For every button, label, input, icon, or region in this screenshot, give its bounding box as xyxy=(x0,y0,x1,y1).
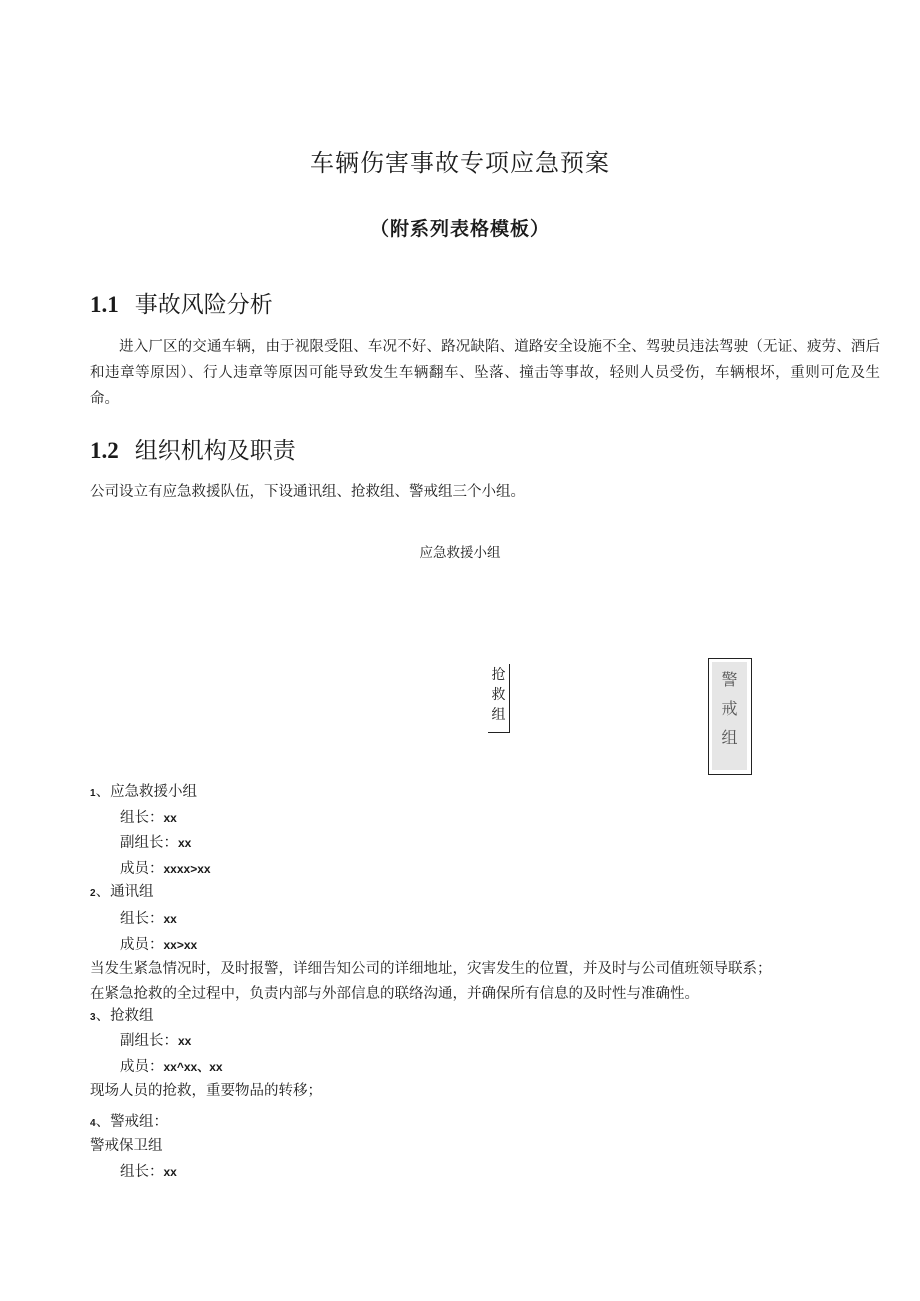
field-value: xx^xx、xx xyxy=(163,1060,223,1074)
box-char: 组 xyxy=(491,707,506,723)
field-label: 组长： xyxy=(120,810,164,826)
group-2-members xyxy=(120,933,197,954)
field-label: 副组长： xyxy=(120,835,178,851)
group-number: 2 xyxy=(90,888,96,899)
group-number: 1 xyxy=(90,788,96,799)
group-2-duty-2: 在紧急抢救的全过程中，负责内部与外部信息的联络沟通，并确保所有信息的及时性与准确性。 xyxy=(90,986,699,1002)
field-label: 成员： xyxy=(120,937,164,953)
field-value: xxxx>xx xyxy=(163,862,211,876)
group-sep: 、 xyxy=(95,884,111,900)
section-heading-1-2 xyxy=(90,432,296,465)
box-char: 警 xyxy=(721,670,738,689)
box-char: 戒 xyxy=(721,699,738,718)
section-heading-1-1 xyxy=(90,286,273,319)
risk-analysis-paragraph xyxy=(90,334,880,412)
group-1-leader xyxy=(120,806,177,827)
field-value: xx xyxy=(178,836,192,850)
field-label: 成员： xyxy=(120,1059,164,1075)
group-4-heading xyxy=(90,1110,168,1131)
paragraph-text: 进入厂区的交通车辆，由于视限受阻、车况不好、路况缺陷、道路安全设施不全、驾驶员违法驾驶（无证、疲劳、酒后和违章等原因）、行人违章等原因可能导致发生车辆翻车、坠落、撞击等事故，轻则人员受伤，车辆根坏，重则可危及生命。 xyxy=(90,339,880,407)
section-number: 1.2 xyxy=(90,438,119,463)
field-value: xx xyxy=(178,1034,192,1048)
field-value: xx xyxy=(163,811,177,825)
rescue-group-box xyxy=(488,664,510,733)
section-title: 组织机构及职责 xyxy=(134,438,296,464)
group-4-subtitle: 警戒保卫组 xyxy=(90,1138,163,1154)
section-number: 1.1 xyxy=(90,292,119,317)
group-sep: 、 xyxy=(95,1114,111,1130)
group-sep: 、 xyxy=(95,1008,111,1024)
field-value: xx xyxy=(163,912,177,926)
box-char: 救 xyxy=(491,687,506,703)
document-title: 车辆伤害事故专项应急预案 xyxy=(310,149,610,177)
field-label: 副组长： xyxy=(120,1033,178,1049)
field-label: 组长： xyxy=(120,1164,164,1180)
group-2-leader xyxy=(120,907,177,928)
group-name: 通讯组 xyxy=(110,884,154,900)
group-name: 抢救组 xyxy=(110,1008,154,1024)
group-number: 4 xyxy=(90,1118,96,1129)
group-1-deputy xyxy=(120,831,191,852)
group-2-duty-1: 当发生紧急情况时，及时报警，详细告知公司的详细地址，灾害发生的位置，并及时与公司值班领导联系； xyxy=(90,961,772,977)
field-value: xx>xx xyxy=(163,938,198,952)
group-name: 警戒组： xyxy=(110,1114,169,1130)
section-title: 事故风险分析 xyxy=(134,292,273,318)
document-subtitle: （附系列表格模板） xyxy=(369,218,550,240)
box-fill xyxy=(712,662,747,770)
group-3-duty-1: 现场人员的抢救，重要物品的转移； xyxy=(90,1083,322,1099)
group-1-members xyxy=(120,857,211,878)
group-2-heading xyxy=(90,880,154,901)
group-3-members xyxy=(120,1055,223,1076)
organization-intro: 公司设立有应急救援队伍，下设通讯组、抢救组、警戒组三个小组。 xyxy=(90,484,525,500)
field-label: 组长： xyxy=(120,911,164,927)
field-label: 成员： xyxy=(120,861,164,877)
org-chart-title: 应急救援小组 xyxy=(419,545,501,561)
group-number: 3 xyxy=(90,1012,96,1023)
group-3-deputy xyxy=(120,1029,191,1050)
box-char: 组 xyxy=(721,728,738,747)
group-sep: 、 xyxy=(95,784,111,800)
guard-group-box xyxy=(708,658,752,775)
group-4-leader xyxy=(120,1160,177,1181)
box-char: 抢 xyxy=(491,667,506,683)
group-name: 应急救援小组 xyxy=(110,784,198,800)
group-3-heading xyxy=(90,1004,154,1025)
group-1-heading xyxy=(90,780,197,801)
field-value: xx xyxy=(163,1165,177,1179)
